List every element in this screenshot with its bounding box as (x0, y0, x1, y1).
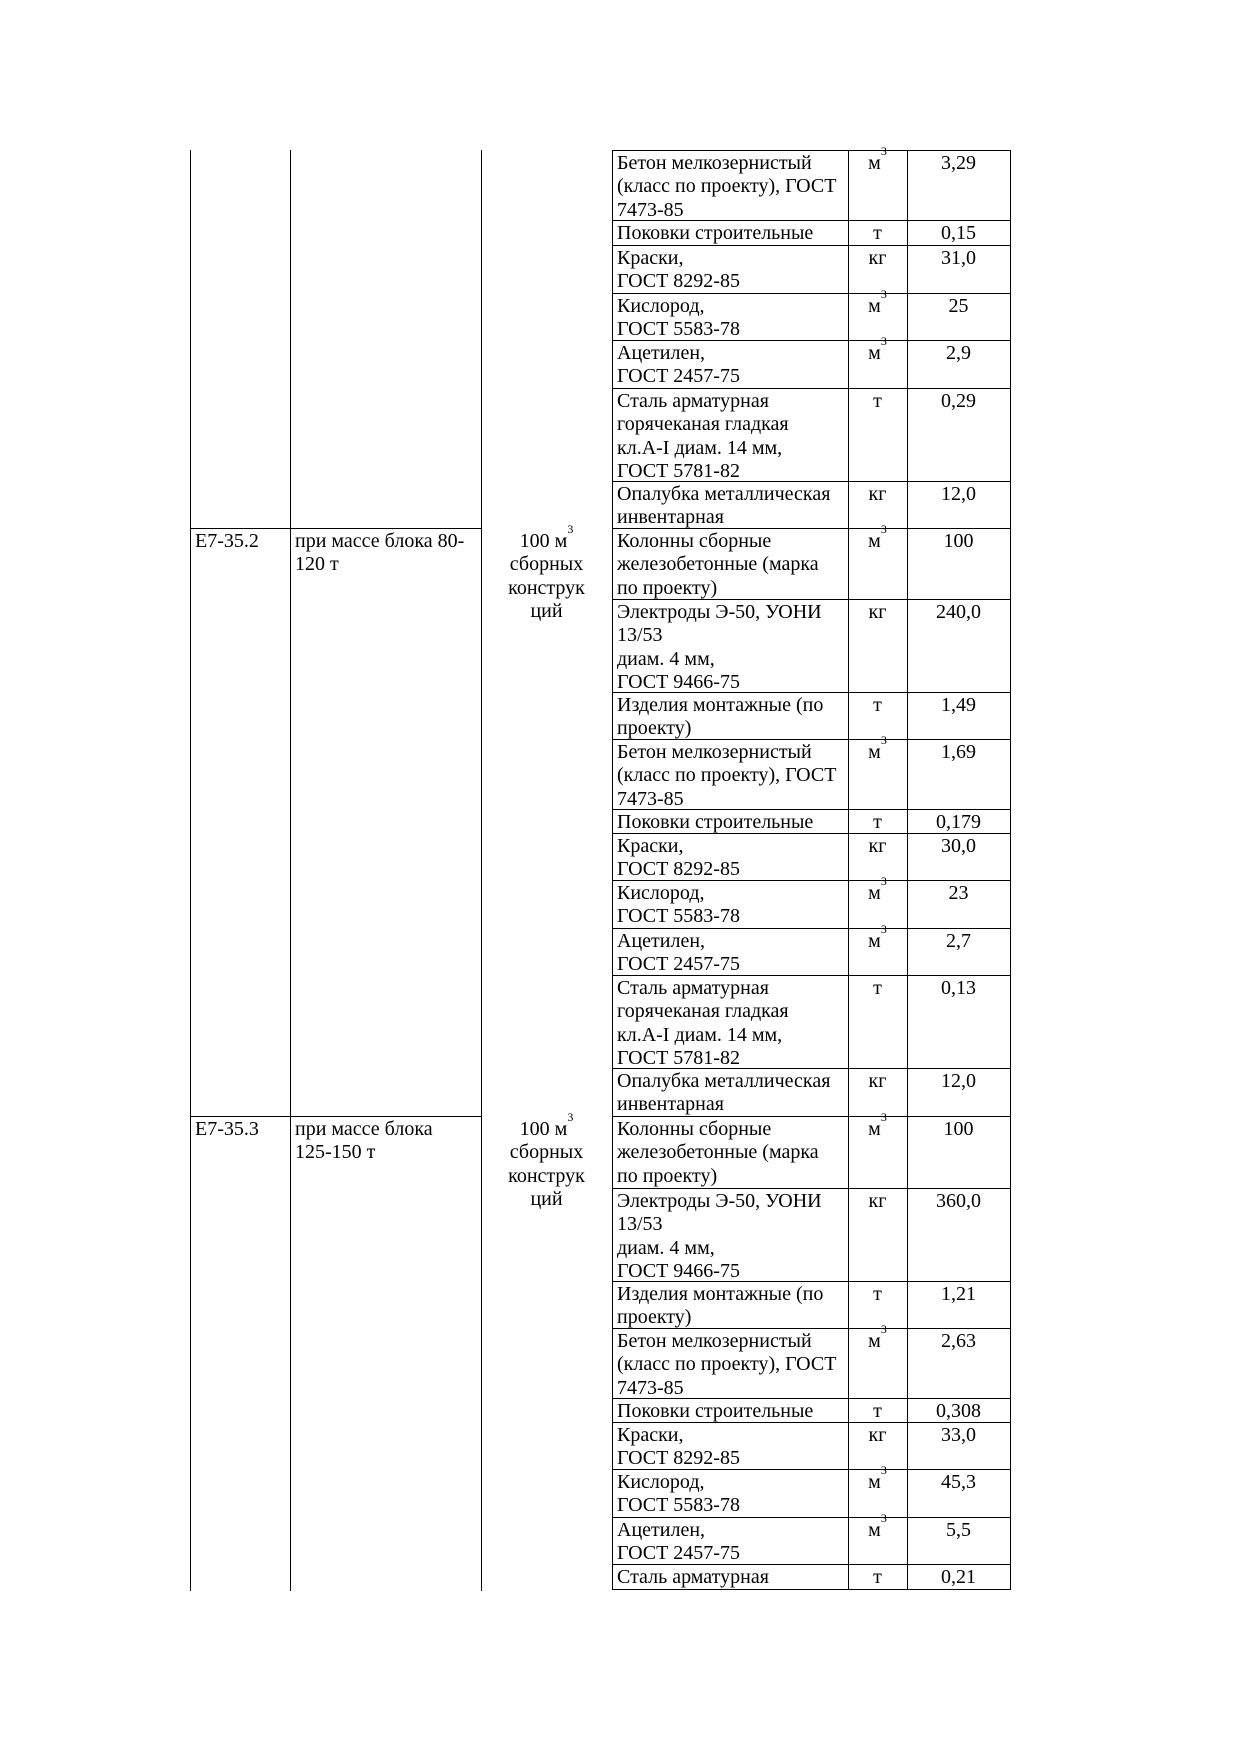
material-unit: $м^3$ (868, 522, 887, 552)
material-unit: $м^3$ (868, 922, 887, 952)
table-vertical-rule (907, 150, 908, 1590)
material-name: Сталь арматурная (617, 1566, 769, 1588)
material-value: 1,21 (941, 1283, 976, 1305)
material-name: Бетон мелкозернистый (класс по проекту), ГОСТ 7473-85 (617, 152, 837, 221)
material-name: Краски, ГОСТ 8292-85 (617, 1424, 740, 1470)
material-value: 0,13 (941, 977, 976, 999)
material-name: Краски, ГОСТ 8292-85 (617, 835, 740, 881)
material-unit: $м^3$ (868, 144, 887, 174)
row-unit: 100 $м^3$ (519, 1110, 574, 1140)
material-unit: $м^3$ (868, 334, 887, 364)
material-unit: $м^3$ (868, 1110, 887, 1140)
material-value: 30,0 (941, 835, 976, 857)
table-horizontal-rule (612, 150, 1011, 151)
table-vertical-rule (190, 150, 191, 1591)
material-name: Поковки строительные (617, 811, 814, 833)
material-unit: т (873, 977, 882, 999)
table-vertical-rule (612, 150, 613, 1590)
material-unit: $м^3$ (868, 287, 887, 317)
material-name: Ацетилен, ГОСТ 2457-75 (617, 930, 740, 976)
material-unit: $м^3$ (868, 1511, 887, 1541)
row-unit: 100 $м^3$ (519, 522, 574, 552)
material-name: Кислород, ГОСТ 5583-78 (617, 882, 740, 928)
material-name: Бетон мелкозернистый (класс по проекту), ГОСТ 7473-85 (617, 1330, 837, 1399)
material-unit: кг (868, 1190, 887, 1212)
material-unit: т (873, 1566, 882, 1588)
material-value: 2,9 (946, 342, 971, 364)
material-value: 5,5 (946, 1519, 971, 1541)
material-name: Электроды Э-50, УОНИ 13/53 диам. 4 мм, ГОСТ 9466-75 (617, 601, 822, 694)
material-name: Опалубка металлическая инвентарная (617, 483, 831, 529)
material-name: Электроды Э-50, УОНИ 13/53 диам. 4 мм, ГОСТ 9466-75 (617, 1190, 822, 1283)
material-unit: т (873, 222, 882, 244)
material-value: 0,179 (936, 811, 981, 833)
material-name: Сталь арматурная горячеканая гладкая кл.А-I диам. 14 мм, ГОСТ 5781-82 (617, 977, 789, 1070)
material-unit: кг (868, 1070, 887, 1092)
material-name: Опалубка металлическая инвентарная (617, 1070, 831, 1116)
material-name: Поковки строительные (617, 222, 814, 244)
table-horizontal-rule (190, 1116, 482, 1117)
material-name: Изделия монтажные (по проекту) (617, 1283, 824, 1329)
material-unit: $м^3$ (868, 1463, 887, 1493)
material-unit: $м^3$ (868, 733, 887, 763)
material-value: 33,0 (941, 1424, 976, 1446)
material-unit: $м^3$ (868, 1322, 887, 1352)
material-value: 2,63 (941, 1330, 976, 1352)
material-value: 2,7 (946, 930, 971, 952)
material-value: 45,3 (941, 1471, 976, 1493)
material-name: Изделия монтажные (по проекту) (617, 694, 824, 740)
material-name: Ацетилен, ГОСТ 2457-75 (617, 342, 740, 388)
material-unit: кг (868, 483, 887, 505)
material-unit: т (873, 694, 882, 716)
material-unit: кг (868, 601, 887, 623)
material-value: 3,29 (941, 152, 976, 174)
material-value: 0,15 (941, 222, 976, 244)
material-name: Ацетилен, ГОСТ 2457-75 (617, 1519, 740, 1565)
row-code: Е7-35.2 (195, 530, 259, 552)
material-name: Колонны сборные железобетонные (марка по проекту) (617, 530, 819, 599)
material-unit: т (873, 390, 882, 412)
material-unit: т (873, 1400, 882, 1422)
material-value: 100 (943, 1118, 974, 1140)
material-unit: $м^3$ (868, 874, 887, 904)
row-code: Е7-35.3 (195, 1118, 259, 1140)
material-value: 12,0 (941, 1070, 976, 1092)
material-name: Сталь арматурная горячеканая гладкая кл.А-I диам. 14 мм, ГОСТ 5781-82 (617, 390, 789, 483)
material-value: 25 (948, 295, 969, 317)
material-value: 360,0 (936, 1190, 981, 1212)
row-unit-rest: сборных конструк ций (508, 553, 585, 623)
material-name: Поковки строительные (617, 1400, 814, 1422)
material-unit: кг (868, 247, 887, 269)
material-name: Кислород, ГОСТ 5583-78 (617, 295, 740, 341)
material-unit: т (873, 1283, 882, 1305)
material-name: Бетон мелкозернистый (класс по проекту), ГОСТ 7473-85 (617, 741, 837, 810)
material-value: 0,308 (936, 1400, 981, 1422)
material-name: Краски, ГОСТ 8292-85 (617, 247, 740, 293)
material-name: Кислород, ГОСТ 5583-78 (617, 1471, 740, 1517)
table-vertical-rule (290, 150, 291, 1591)
material-value: 0,29 (941, 390, 976, 412)
material-value: 23 (948, 882, 969, 904)
table-vertical-rule (1010, 150, 1011, 1590)
material-value: 31,0 (941, 247, 976, 269)
table-horizontal-rule (190, 528, 482, 529)
material-unit: кг (868, 1424, 887, 1446)
material-name: Колонны сборные железобетонные (марка по проекту) (617, 1118, 819, 1187)
material-value: 12,0 (941, 483, 976, 505)
table-vertical-rule (481, 150, 482, 1591)
row-name: при массе блока 125-150 т (295, 1118, 433, 1164)
table-vertical-rule (848, 150, 849, 1590)
material-value: 100 (943, 530, 974, 552)
material-value: 0,21 (941, 1566, 976, 1588)
row-unit-rest: сборных конструк ций (508, 1141, 585, 1211)
material-value: 1,49 (941, 694, 976, 716)
material-unit: кг (868, 835, 887, 857)
material-unit: т (873, 811, 882, 833)
material-value: 1,69 (941, 741, 976, 763)
row-name: при массе блока 80- 120 т (295, 530, 465, 576)
material-value: 240,0 (936, 601, 981, 623)
